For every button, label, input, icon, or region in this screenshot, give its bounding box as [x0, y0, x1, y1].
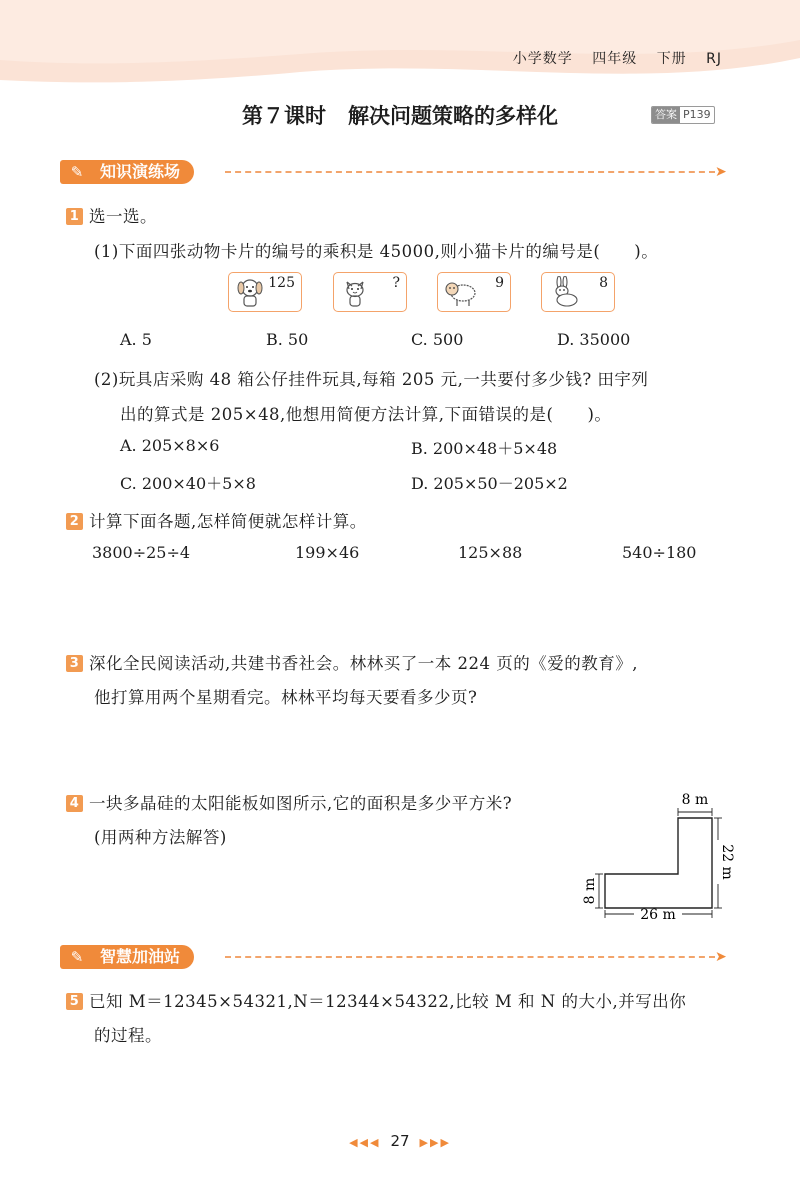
dim-right-label: 22 m [719, 844, 735, 880]
section-practice [60, 160, 725, 186]
pencil-icon: ✎ [70, 163, 84, 181]
header-edition: RJ [706, 51, 722, 67]
q1-part1-text: (1)下面四张动物卡片的编号的乘积是 45000,则小猫卡片的编号是( )。 [94, 242, 659, 261]
q1-title: 选一选。 [89, 207, 157, 226]
dim-bottom-label: 26 m [640, 907, 676, 923]
q5-number: 5 [66, 993, 83, 1010]
q3-text-line1: 深化全民阅读活动,共建书香社会。林林买了一本 224 页的《爱的教育》, [89, 654, 638, 673]
lesson-number: 第７课时 [242, 104, 326, 128]
q3-number: 3 [66, 655, 83, 672]
arrow-right-icon: ➤ [715, 164, 727, 180]
page-footer [0, 1132, 800, 1150]
card-rabbit-number: 8 [599, 275, 608, 291]
q1-p2-option-c[interactable]: C. 200×40＋5×8 [120, 474, 256, 493]
dim-left-label: 8 m [582, 877, 598, 905]
card-rabbit [541, 272, 615, 312]
q2-expression-3: 125×88 [458, 543, 523, 562]
q5-line2: 的过程。 [94, 1026, 162, 1045]
q5-line1 [66, 988, 686, 1012]
q1-p2-option-a[interactable]: A. 205×8×6 [120, 436, 220, 455]
q1-number: 1 [66, 208, 83, 225]
header-meta [499, 48, 722, 68]
section-challenge-badge [60, 945, 194, 969]
answer-reference [651, 106, 715, 124]
solar-panel-figure [572, 780, 742, 930]
q1-p1-option-c[interactable]: C. 500 [411, 330, 464, 349]
page-number: 27 [390, 1132, 410, 1150]
section-divider [225, 171, 715, 173]
q2-expression-1: 3800÷25÷4 [92, 543, 191, 562]
q3-line2: 他打算用两个星期看完。林林平均每天要看多少页? [94, 688, 478, 707]
q2-title: 计算下面各题,怎样简便就怎样计算。 [89, 512, 367, 531]
q1-p2-option-b[interactable]: B. 200×48＋5×48 [411, 439, 558, 458]
q5-text-line1: 已知 M＝12345×54321,N＝12344×54322,比较 M 和 N 的大小,并写出你 [89, 992, 687, 1011]
q2-number: 2 [66, 513, 83, 530]
sheep-icon [444, 276, 478, 308]
q1-part2-line1: (2)玩具店采购 48 箱公仔挂件玩具,每箱 205 元,一共要付多少钱? 田宇列 [94, 370, 649, 389]
pencil-icon: ✎ [70, 948, 84, 966]
dim-top-label: 8 m [681, 792, 709, 808]
q4-number: 4 [66, 795, 83, 812]
header-grade: 四年级 [592, 51, 638, 67]
arrow-right-icon: ➤ [715, 949, 727, 965]
left-arrows-icon: ◀◀◀ [349, 1136, 381, 1149]
dog-icon [235, 276, 265, 308]
q2-expression-4: 540÷180 [622, 543, 697, 562]
card-cat [333, 272, 407, 312]
q1-heading [66, 203, 157, 227]
card-sheep-number: 9 [495, 275, 504, 291]
q4-text-line1: 一块多晶硅的太阳能板如图所示,它的面积是多少平方米? [89, 794, 513, 813]
answer-page: P139 [683, 108, 711, 121]
right-arrows-icon: ▶▶▶ [419, 1136, 451, 1149]
section-challenge [60, 945, 725, 971]
q1-p1-option-d[interactable]: D. 35000 [557, 330, 631, 349]
q4-line1 [66, 790, 512, 814]
rabbit-icon [548, 276, 582, 308]
header-subject: 小学数学 [512, 51, 573, 67]
q1-p2-option-d[interactable]: D. 205×50－205×2 [411, 474, 568, 493]
q1-p1-option-b[interactable]: B. 50 [266, 330, 309, 349]
lesson-topic: 解决问题策略的多样化 [348, 104, 558, 128]
q2-expression-2: 199×46 [295, 543, 360, 562]
section-practice-title: 知识演练场 [100, 162, 181, 181]
card-cat-number: ? [392, 275, 400, 291]
card-dog [228, 272, 302, 312]
section-challenge-title: 智慧加油站 [100, 947, 181, 966]
answer-label: 答案 [652, 107, 680, 123]
card-sheep [437, 272, 511, 312]
section-practice-badge [60, 160, 194, 184]
cat-icon [340, 276, 370, 308]
q4-line2: (用两种方法解答) [94, 828, 227, 847]
q2-heading [66, 508, 367, 532]
card-dog-number: 125 [268, 275, 295, 291]
q3-line1 [66, 650, 638, 674]
header-term: 下册 [656, 51, 687, 67]
q1-part2-line2: 出的算式是 205×48,他想用简便方法计算,下面错误的是( )。 [120, 405, 612, 424]
section-divider [225, 956, 715, 958]
q1-p1-option-a[interactable]: A. 5 [120, 330, 152, 349]
